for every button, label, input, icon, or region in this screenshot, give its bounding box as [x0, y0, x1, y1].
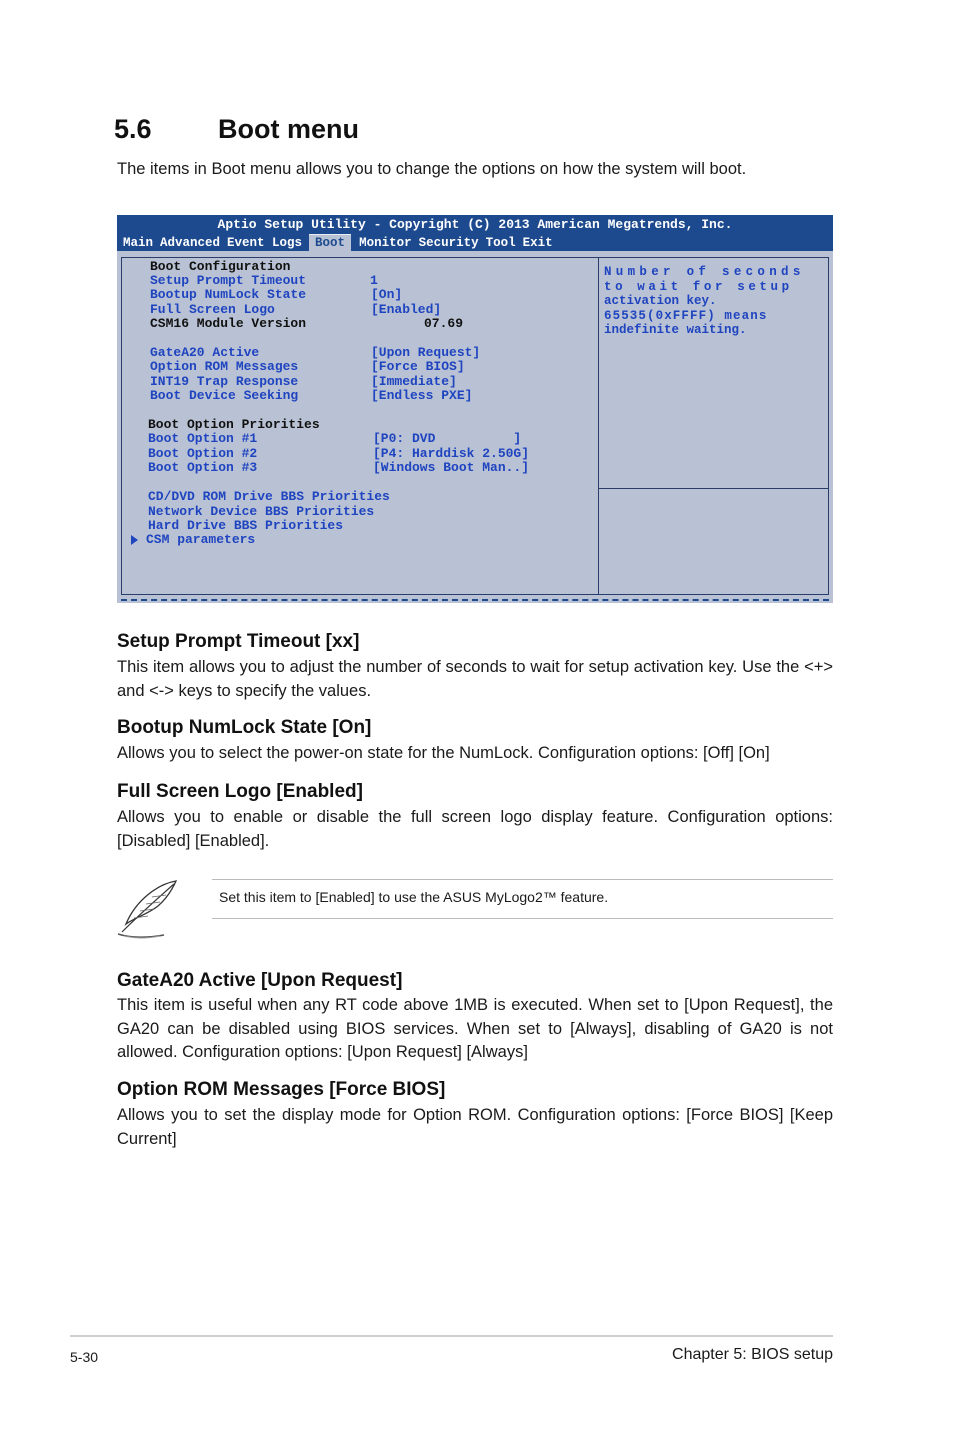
logo-text: Allows you to enable or disable the full screen logo display feature. Configuration options: [Disabled] [Enabled]. — [117, 808, 833, 850]
csm16-module-version-value: 07.69 — [424, 316, 464, 331]
boot-device-seeking-value[interactable]: [Endless PXE] — [371, 388, 473, 403]
section-number: 5.6 — [114, 114, 152, 144]
boot-option-3-label[interactable]: Boot Option #3 — [148, 460, 258, 475]
page-number: 5-30 — [70, 1349, 99, 1365]
note-text: Set this item to [Enabled] to use the ASUS MyLogo2™ feature. — [219, 889, 609, 905]
setup-prompt-text: This item allows you to adjust the number of seconds to wait for setup activation key. Use the <+> and <-> keys to specify the values. — [117, 658, 833, 700]
full-screen-logo-label[interactable]: Full Screen Logo — [150, 302, 275, 317]
hard-drive-bbs-priorities[interactable]: Hard Drive BBS Priorities — [148, 518, 344, 533]
boot-option-1-value[interactable]: [P0: DVD ] — [373, 431, 522, 446]
csm16-module-version-label: CSM16 Module Version — [150, 316, 307, 331]
help-line-1: Number of seconds — [604, 265, 805, 279]
bios-screen — [117, 215, 833, 603]
boot-option-3-value[interactable]: [Windows Boot Man..] — [373, 460, 530, 475]
help-text — [604, 265, 824, 338]
help-panel-divider — [599, 488, 828, 489]
tab-tool[interactable]: Tool — [485, 236, 516, 250]
note-bottom-rule — [212, 918, 833, 919]
section-title — [114, 114, 359, 145]
section-title-text: Boot menu — [218, 114, 359, 144]
help-line-2: to wait for setup — [604, 279, 793, 294]
tab-advanced[interactable]: Advanced — [160, 236, 221, 250]
help-line-3: activation key. — [604, 294, 717, 308]
chapter-label: Chapter 5: BIOS setup — [672, 1346, 833, 1363]
gatea20-active-value[interactable]: [Upon Request] — [371, 345, 481, 360]
option-rom-text: Allows you to set the display mode for Option ROM. Configuration options: [Force BIOS] [Keep Current] — [117, 1106, 833, 1148]
bootup-numlock-state-value[interactable]: [On] — [371, 287, 403, 302]
bios-tab-bar — [123, 234, 560, 251]
submenu-arrow-icon — [131, 535, 138, 545]
csm-parameters[interactable]: CSM parameters — [146, 532, 256, 547]
bios-help-panel — [598, 257, 829, 595]
boot-option-priorities-heading: Boot Option Priorities — [148, 417, 320, 432]
int19-trap-response-label[interactable]: INT19 Trap Response — [150, 374, 299, 389]
tab-boot[interactable]: Boot — [309, 234, 351, 251]
boot-option-2-label[interactable]: Boot Option #2 — [148, 446, 258, 461]
bios-header — [117, 215, 833, 251]
cd-dvd-rom-bbs-priorities[interactable]: CD/DVD ROM Drive BBS Priorities — [148, 489, 390, 504]
tab-exit[interactable]: Exit — [522, 236, 553, 250]
boot-option-1-label[interactable]: Boot Option #1 — [148, 431, 258, 446]
footer-rule — [70, 1335, 833, 1337]
section-intro: The items in Boot menu allows you to change the options on how the system will boot. — [117, 160, 747, 178]
help-line-5: indefinite waiting. — [604, 323, 747, 337]
setup-prompt-heading: Setup Prompt Timeout [xx] — [117, 631, 360, 652]
tab-event-logs[interactable]: Event Logs — [227, 236, 303, 250]
logo-heading: Full Screen Logo [Enabled] — [117, 781, 363, 802]
boot-device-seeking-label[interactable]: Boot Device Seeking — [150, 388, 299, 403]
numlock-heading: Bootup NumLock State [On] — [117, 717, 372, 738]
numlock-text: Allows you to select the power-on state for the NumLock. Configuration options: [Off] [On] — [117, 744, 770, 762]
tab-main[interactable]: Main — [123, 236, 154, 250]
boot-configuration-heading: Boot Configuration — [150, 259, 291, 274]
setup-prompt-timeout-value[interactable]: 1 — [370, 273, 378, 288]
gatea20-text: This item is useful when any RT code above 1MB is executed. When set to [Upon Request], the GA20 can be disabled using BIOS services. When set to [Always], disabling of GA20 is not allowed. Configuration options: [Upon Request] [Always] — [117, 996, 833, 1061]
bios-footer-dashes — [121, 599, 829, 601]
option-rom-heading: Option ROM Messages [Force BIOS] — [117, 1079, 446, 1100]
option-rom-messages-value[interactable]: [Force BIOS] — [371, 359, 465, 374]
int19-trap-response-value[interactable]: [Immediate] — [371, 374, 457, 389]
setup-prompt-timeout-label[interactable]: Setup Prompt Timeout — [150, 273, 307, 288]
network-device-bbs-priorities[interactable]: Network Device BBS Priorities — [148, 504, 375, 519]
help-line-4: 65535(0xFFFF) means — [604, 308, 768, 323]
gatea20-heading: GateA20 Active [Upon Request] — [117, 970, 403, 991]
tab-monitor[interactable]: Monitor — [359, 236, 412, 250]
option-rom-messages-label[interactable]: Option ROM Messages — [150, 359, 299, 374]
bios-title: Aptio Setup Utility - Copyright (C) 2013 American Megatrends, Inc. — [217, 217, 733, 232]
bios-settings-panel — [121, 257, 599, 595]
tab-security[interactable]: Security — [418, 236, 479, 250]
note-top-rule — [212, 879, 833, 880]
full-screen-logo-value[interactable]: [Enabled] — [371, 302, 442, 317]
bootup-numlock-state-label[interactable]: Bootup NumLock State — [150, 287, 307, 302]
boot-option-2-value[interactable]: [P4: Harddisk 2.50G] — [373, 446, 530, 461]
gatea20-active-label[interactable]: GateA20 Active — [150, 345, 260, 360]
feather-icon — [114, 878, 184, 940]
